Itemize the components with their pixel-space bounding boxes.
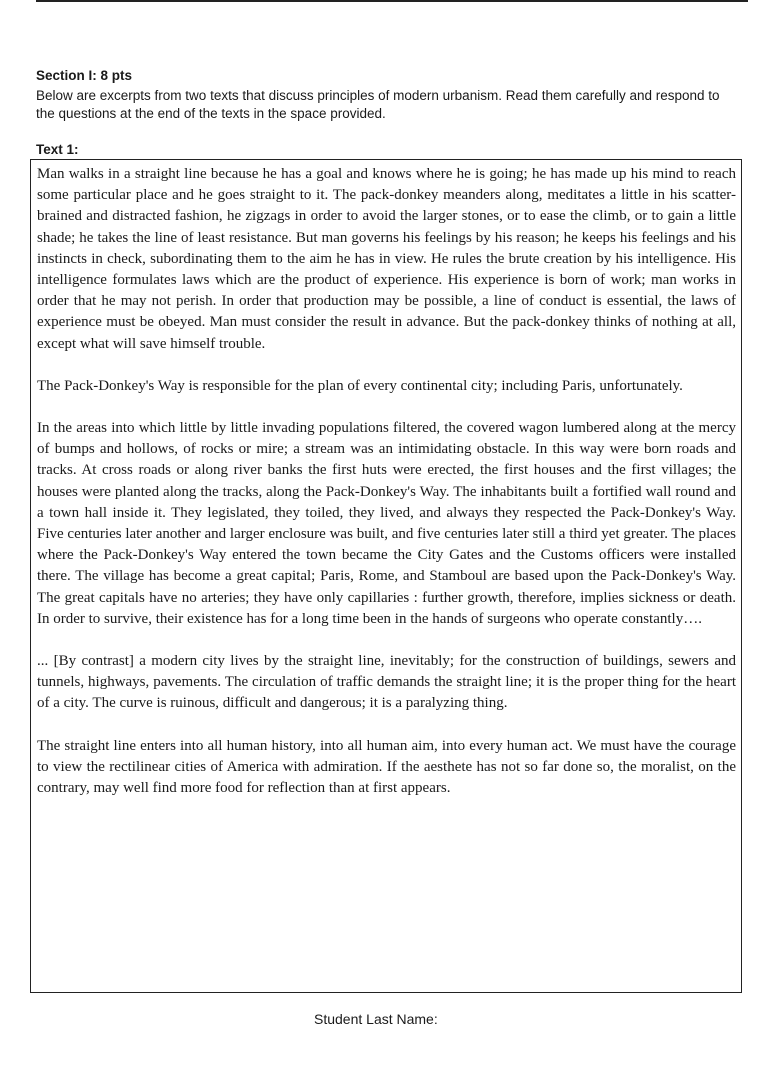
text-1-excerpt-box <box>30 159 742 993</box>
student-last-name-label: Student Last Name: <box>314 1011 438 1027</box>
excerpt-paragraph: ... [By contrast] a modern city lives by the straight line, inevitably; for the construction of buildings, sewers and tunnels, highways, pavements. The circulation of traffic demands the straight line; it is the proper thing for the heart of a city. The curve is ruinous, difficult and dangerous; it is a paralyzing thing. <box>37 653 736 712</box>
excerpt-paragraph: In the areas into which little by little invading populations filtered, the covered wagon lumbered along at the mercy of bumps and hollows, of rocks or mire; a stream was an intimidating obstacle. In this way were born roads and tracks. At cross roads or along river banks the first huts were erected, the first houses and the first villages; the houses were planted along the tracks, along the Pack-Donkey's Way. The inhabitants built a fortified wall round and a town hall inside it. They legislated, they toiled, they lived, and always they respected the Pack-Donkey's Way. Five centuries later another and larger enclosure was built, and five centuries later still a third yet greater. The places where the Pack-Donkey's Way entered the town became the City Gates and the Customs officers were installed there. The village has become a great capital; Paris, Rome, and Stamboul are based upon the Pack-Donkey's Way. The great capitals have no arteries; they have only capillaries : further growth, therefore, implies sickness or death. In order to survive, their existence has for a long time been in the hands of surgeons who operate constantly…. <box>37 420 736 627</box>
top-rule <box>36 0 748 2</box>
section-heading: Section I: 8 pts <box>36 68 133 83</box>
excerpt-paragraph: The Pack-Donkey's Way is responsible for the plan of every continental city; including Paris, unfortunately. <box>37 377 683 394</box>
excerpt-paragraph: The straight line enters into all human history, into all human aim, into every human act. We must have the courage to view the rectilinear cities of America with admiration. If the aesthete has not so far done so, the moralist, on the contrary, may well find more food for reflection than at first appears. <box>37 737 736 797</box>
section-instructions: Below are excerpts from two texts that discuss principles of modern urbanism. Read them carefully and respond to the questions at the end of the texts in the space provided. <box>36 88 720 121</box>
excerpt-paragraph: Man walks in a straight line because he has a goal and knows where he is going; he has made up his mind to reach some particular place and he goes straight to it. The pack-donkey meanders along, meditates a little in his scatter-brained and distracted fashion, he zigzags in order to avoid the larger stones, or to ease the climb, or to gain a little shade; he takes the line of least resistance. But man governs his feelings by his reason; he keeps his feelings and his instincts in check, subordinating them to the aim he has in view. He rules the brute creation by his intelligence. His intelligence formulates laws which are the product of experience. His experience is born of work; man works in order that he may not perish. In order that production may be possible, a line of conduct is essential, the laws of experience must be obeyed. Man must consider the result in advance. But the pack-donkey thinks of nothing at all, except what will save himself trouble. <box>37 166 736 352</box>
text-1-label: Text 1: <box>36 142 79 157</box>
